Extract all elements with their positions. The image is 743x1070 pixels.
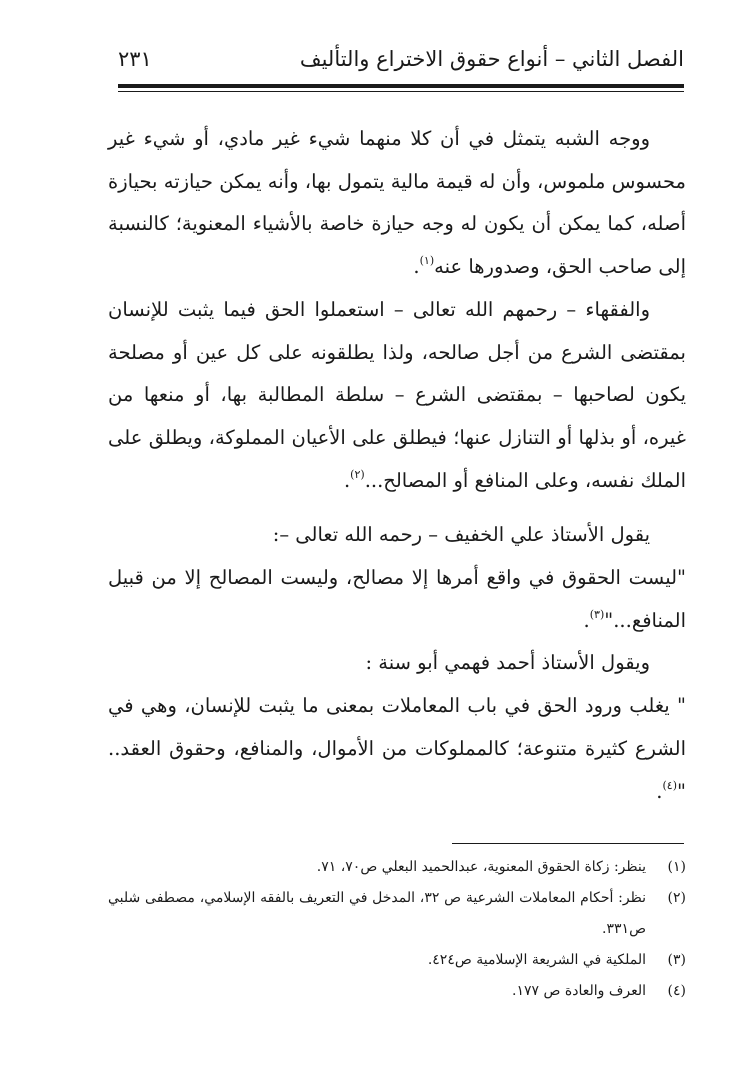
- footnote-3: [108, 945, 686, 976]
- footnote-number: (١): [667, 859, 686, 875]
- footnote-ref: (٢): [350, 467, 365, 481]
- paragraph-similarity: ووجه الشبه يتمثل في أن كلا منهما شيء غير مادي، أو شيء غير محسوس ملموس، وأن له قيمة مالية يتمول بها، وأنه يمكن حيازته بحيازة أصله، كما يمكن أن يكون له وجه حيازة خاصة بالأشياء المعنوية؛ كالنسبة إلى صاحب الحق، وصدورها عنه$^{(١)}$.: [108, 127, 686, 279]
- footnotes: [108, 852, 686, 1007]
- chapter-title: الفصل الثاني – أنواع حقوق الاختراع والتأليف: [299, 47, 684, 71]
- header-rule-thin: [118, 91, 684, 92]
- quote-abusunna: " يغلب ورود الحق في باب المعاملات بمعنى ما يثبت للإنسان، وهي في الشرع كثيرة متنوعة؛ كالمملوكات من الأموال، والمنافع، وحقوق العقد.. "$^{(٤)}$.: [108, 694, 686, 803]
- footnote-ref: (١): [419, 254, 435, 268]
- footnote-2: [108, 883, 686, 945]
- footnote-number: (٤): [667, 983, 686, 999]
- page-number: ٢٣١: [118, 47, 152, 71]
- header-rule-thick: [118, 84, 684, 88]
- footnote-text: الملكية في الشريعة الإسلامية ص٤٢٤.: [427, 952, 646, 968]
- body-text: [108, 118, 686, 813]
- footnote-ref: (٤): [662, 778, 678, 792]
- paragraph-jurists: والفقهاء – رحمهم الله تعالى – استعملوا الحق فيما يثبت للإنسان بمقتضى الشرع من أجل صالحه، ولذا يطلقونه على كل عين أو مصلحة يكون لصاحبها – بمقتضى الشرع – سلطة المطالبة بها، أو منعها من غيره، أو بذلها أو التنازل عنها؛ فيطلق على الأعيان المملوكة، ويطلق على الملك نفسه، وعلى المنافع أو المصالح...$^{(٢)}$.: [108, 297, 686, 492]
- footnote-4: [108, 976, 686, 1007]
- footnote-number: (٣): [667, 952, 686, 968]
- footnote-text: ينظر: زكاة الحقوق المعنوية، عبدالحميد البعلي ص٧٠، ٧١.: [316, 859, 646, 875]
- running-header: [118, 42, 684, 82]
- footnote-text: العرف والعادة ص ١٧٧.: [512, 983, 646, 999]
- paragraph-abusunna-intro: ويقول الأستاذ أحمد فهمي أبو سنة :: [365, 651, 650, 675]
- footnote-ref: (٣): [589, 607, 605, 621]
- footnote-1: [108, 852, 686, 883]
- footnote-separator: [452, 843, 684, 844]
- footnote-text: نظر: أحكام المعاملات الشرعية ص ٣٢، المدخل في التعريف بالفقه الإسلامي، مصطفى شلبي ص٣٣١.: [108, 890, 646, 937]
- quote-khafif: "ليست الحقوق في واقع أمرها إلا مصالح، وليست المصالح إلا من قبيل المنافع..."$^{(٣)}$.: [108, 566, 686, 632]
- footnote-number: (٢): [667, 890, 686, 906]
- paragraph-khafif-intro: يقول الأستاذ علي الخفيف – رحمه الله تعالى –:: [272, 523, 650, 547]
